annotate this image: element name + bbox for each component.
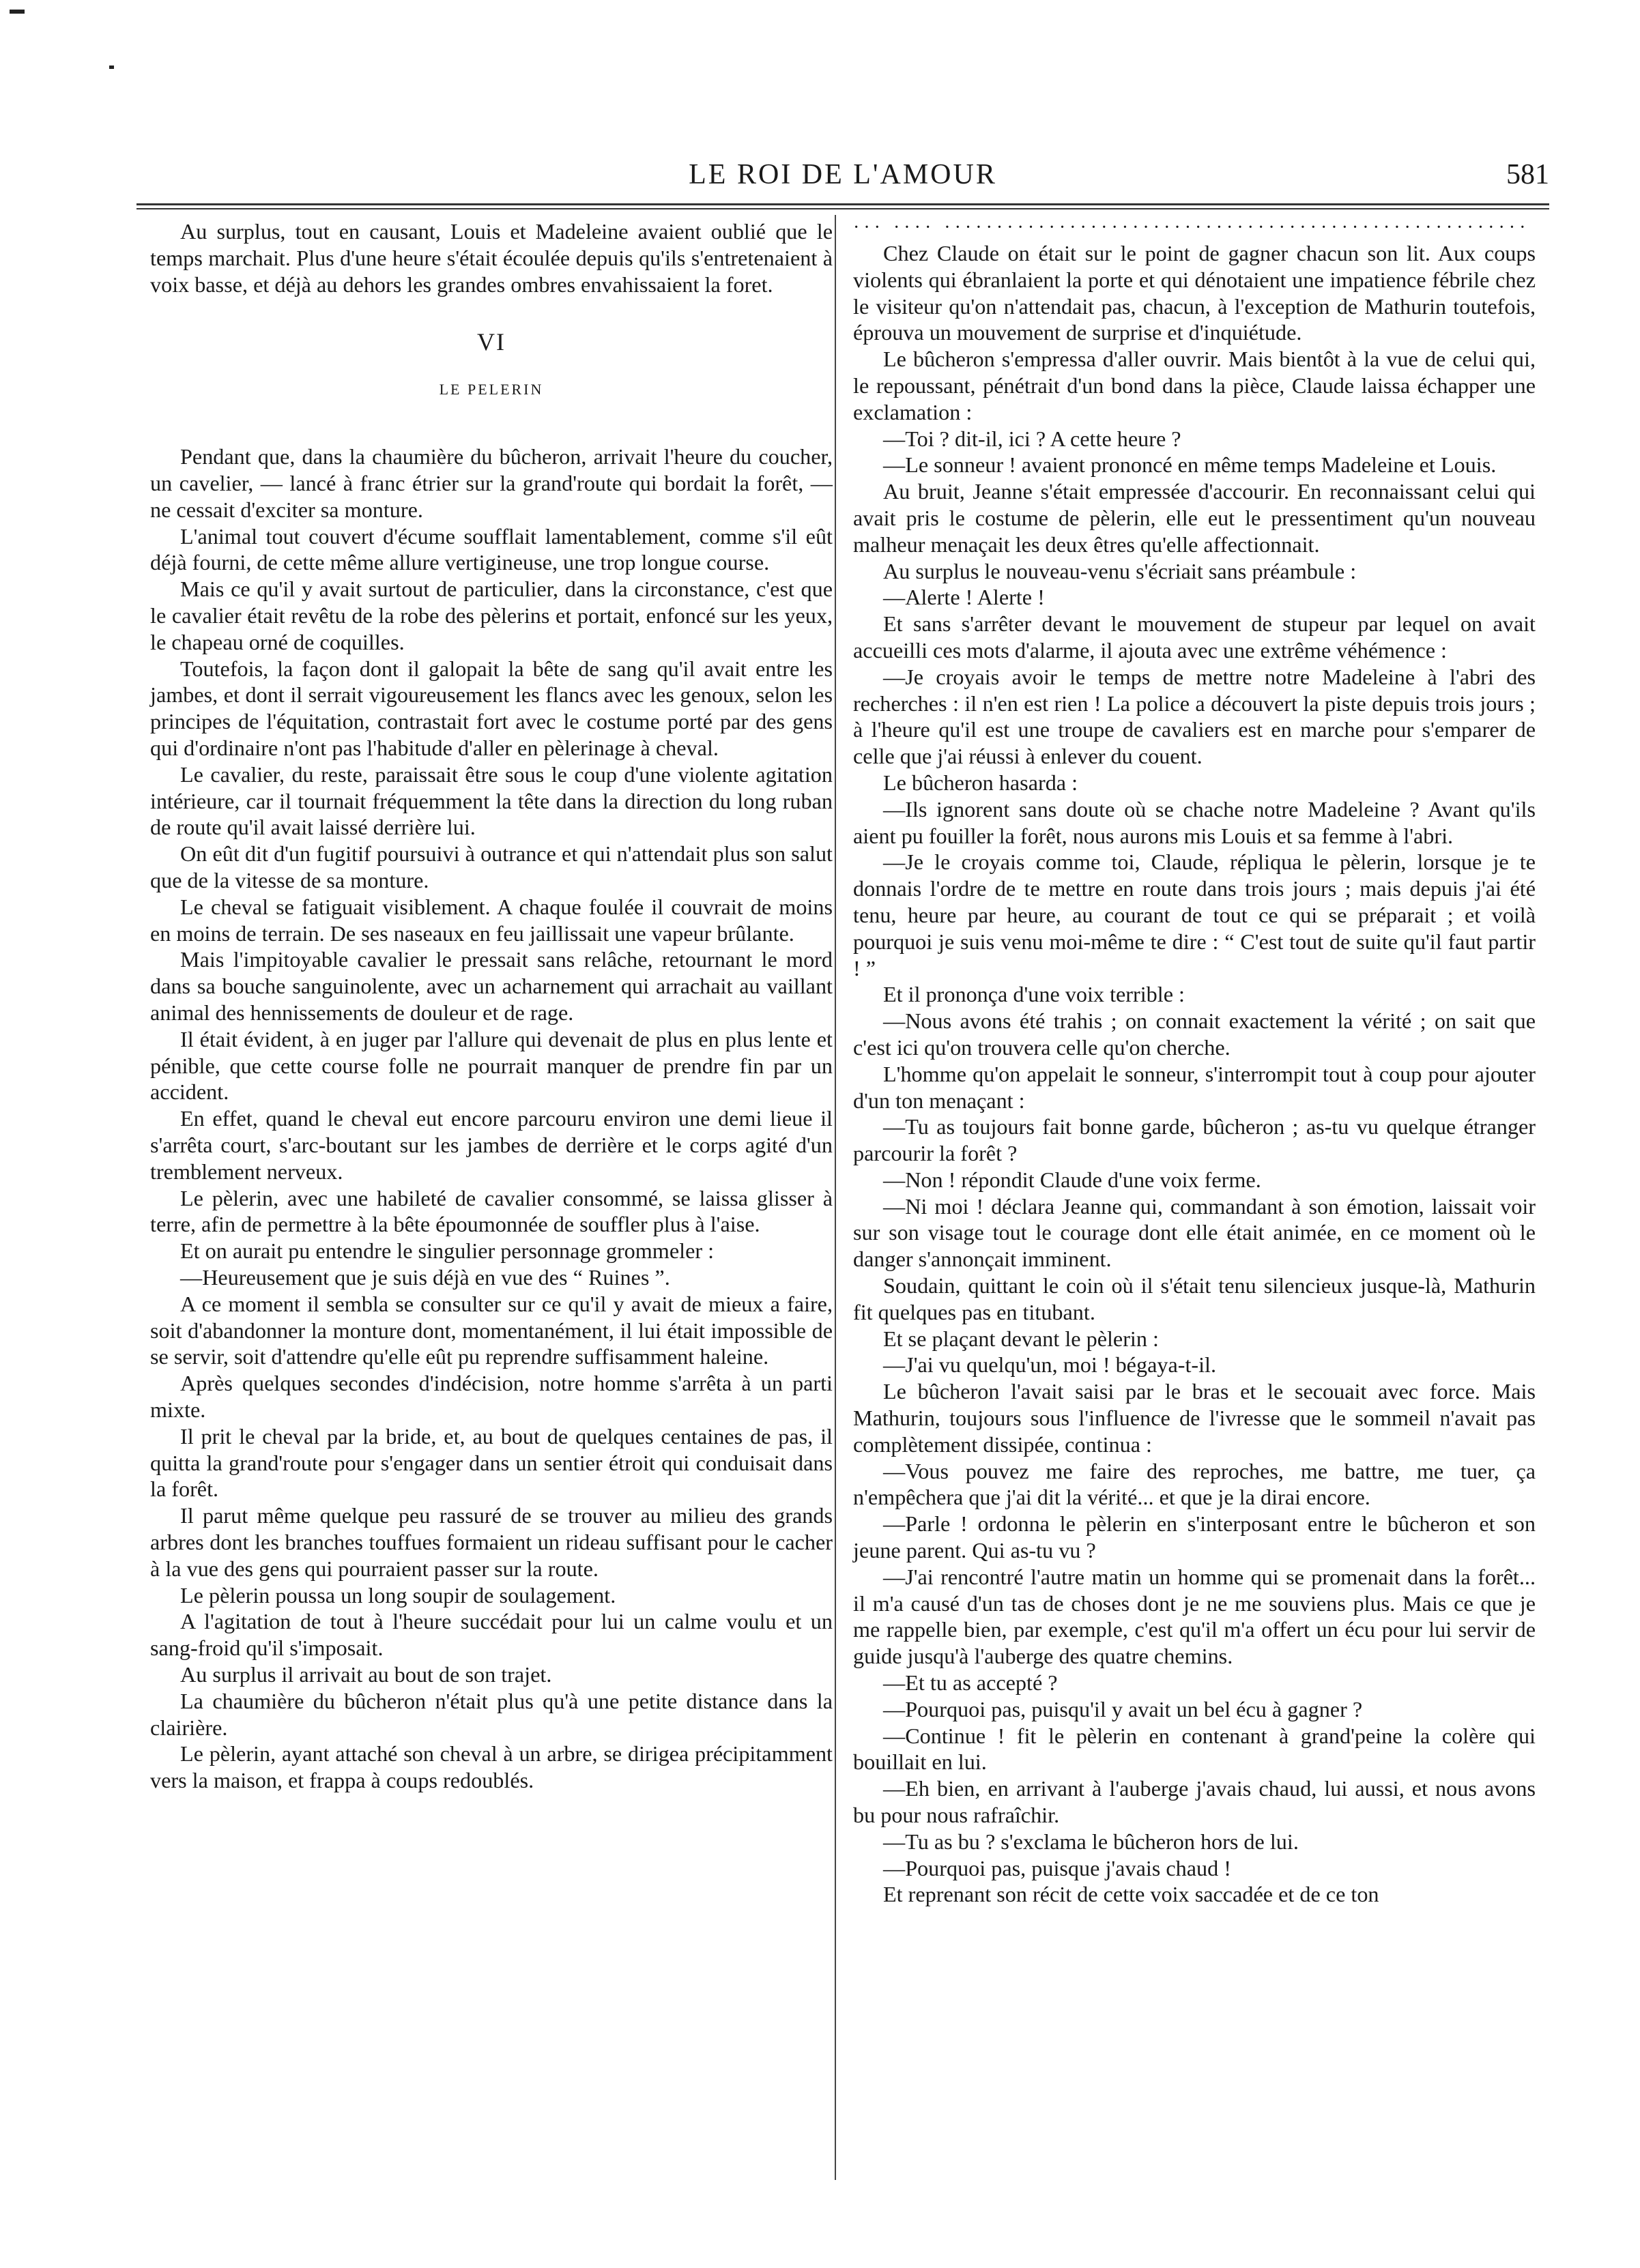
paragraph: —Nous avons été trahis ; on connait exactement la vérité ; on sait que c'est ici qu'on trouvera celle qu'on cherche. [853, 1008, 1536, 1060]
paragraph: —J'ai vu quelqu'un, moi ! bégaya-t-il. [883, 1352, 1217, 1378]
paragraph: —Pourquoi pas, puisque j'avais chaud ! [883, 1855, 1231, 1880]
paragraph: L'homme qu'on appelait le sonneur, s'interrompit tout à coup pour ajouter d'un ton menaçant : [853, 1061, 1536, 1113]
paragraph: —Parle ! ordonna le pèlerin en s'interposant entre le bûcheron et son jeune parent. Qui as-tu vu ? [853, 1511, 1536, 1563]
left-paragraphs [150, 444, 833, 1794]
right-column [853, 218, 1536, 1908]
paragraph: —Le sonneur ! avaient prononcé en même temps Madeleine et Louis. [883, 452, 1497, 478]
paragraph: On eût dit d'un fugitif poursuivi à outrance et qui n'attendait plus son salut que de la vitesse de sa monture. [150, 841, 833, 893]
page-header [136, 158, 1549, 199]
paragraph: Pendant que, dans la chaumière du bûcheron, arrivait l'heure du coucher, un cavelier, — lancé à franc étrier sur la grand'route qui bordait la forêt, — ne cessait d'exciter sa monture. [150, 444, 833, 522]
paragraph: —Tu as toujours fait bonne garde, bûcheron ; as-tu vu quelque étranger parcourir la forêt ? [853, 1114, 1536, 1166]
paragraph: Au bruit, Jeanne s'était empressée d'accourir. En reconnaissant celui qui avait pris le costume de pèlerin, elle eut le pressentiment qu'un nouveau malheur menaçait les deux êtres qu'elle affectionnait. [853, 479, 1536, 557]
paragraph: La chaumière du bûcheron n'était plus qu'à une petite distance dans la clairière. [150, 1688, 833, 1740]
paragraph: Le pèlerin, ayant attaché son cheval à un arbre, se dirigea précipitamment vers la maison, et frappa à coups redoublés. [150, 1741, 833, 1793]
paragraph: Au surplus, tout en causant, Louis et Madeleine avaient oublié que le temps marchait. Plus d'une heure s'était écoulée depuis qu'ils s'entretenaient à voix basse, et déjà au dehors les grandes ombres envahissaient la foret. [150, 219, 833, 297]
paragraph: Mais ce qu'il y avait surtout de particulier, dans la circonstance, c'est que le cavalier était revêtu de la robe des pèlerins et portait, enfoncé sur les yeux, le chapeau orné de coquilles. [150, 577, 833, 654]
paragraph: A ce moment il sembla se consulter sur ce qu'il y avait de mieux a faire, soit d'abandonner la monture dont, momentanément, il lui était impossible de se servir, soit d'attendre qu'elle eût pu reprendre suffisamment haleine. [150, 1291, 833, 1369]
paragraph: —Continue ! fit le pèlerin en contenant à grand'peine la colère qui bouillait en lui. [853, 1723, 1536, 1775]
paragraph: —Eh bien, en arrivant à l'auberge j'avais chaud, lui aussi, et nous avons bu pour nous rafraîchir. [853, 1776, 1536, 1828]
paragraph: Soudain, quittant le coin où il s'était tenu silencieux jusque-là, Mathurin fit quelques pas en titubant. [853, 1273, 1536, 1324]
paragraph: Il était évident, à en juger par l'allure qui devenait de plus en plus lente et pénible, que cette course folle ne pourrait manquer de prendre fin par un accident. [150, 1026, 833, 1105]
paragraph: —Je le croyais comme toi, Claude, répliqua le pèlerin, lorsque je te donnais l'ordre de te mettre en route dans trois jours ; mais depuis j'ai été tenu, heure par heure, au courant de tout ce qui se préparait ; et voilà pourquoi je suis venu moi-même te dire : “ C'est tout de suite qu'il faut partir ! ” [853, 849, 1536, 980]
separator-dots: ··· ···· ························································ [853, 218, 1530, 237]
running-title: LE ROI DE L'AMOUR [689, 159, 997, 190]
paragraph: —J'ai rencontré l'autre matin un homme qui se promenait dans la forêt... il m'a causé d'un tas de choses dont je ne me souviens plus. Mais ce que je me rappelle bien, par exemple, c'est qu'il m'a offert un écu pour lui servir de guide jusqu'à l'auberge des quatre chemins. [853, 1564, 1536, 1669]
paragraph: Et on aurait pu entendre le singulier personnage grommeler : [180, 1238, 715, 1264]
paragraph: Après quelques secondes d'indécision, notre homme s'arrêta à un parti mixte. [150, 1371, 833, 1422]
left-column [150, 218, 833, 1794]
paragraph: —Et tu as accepté ? [883, 1670, 1058, 1696]
header-rule-thin [136, 208, 1549, 209]
paragraph: Le cavalier, du reste, paraissait être sous le coup d'une violente agitation intérieure, car il tournait fréquemment la tête dans la direction du long ruban de route qu'il avait laissé derrière lui. [150, 761, 833, 840]
paragraph: —Toi ? dit-il, ici ? A cette heure ? [883, 426, 1181, 451]
paragraph: Et reprenant son récit de cette voix saccadée et de ce ton [883, 1882, 1379, 1907]
paragraph: A l'agitation de tout à l'heure succédait pour lui un calme voulu et un sang-froid qu'il s'imposait. [150, 1609, 833, 1661]
paragraph: Au surplus le nouveau-venu s'écriait sans préambule : [883, 558, 1357, 583]
paragraph: —Ils ignorent sans doute où se chache notre Madeleine ? Avant qu'ils aient pu fouiller la forêt, nous aurons mis Louis et sa femme à l'abri. [853, 796, 1536, 848]
paragraph: Chez Claude on était sur le point de gagner chacun son lit. Aux coups violents qui ébranlaient la porte et qui dénotaient une impatience fébrile chez le visiteur qu'on n'attendait pas, chacun, à l'exception de Mathurin toutefois, éprouva un mouvement de surprise et d'inquiétude. [853, 241, 1536, 345]
paragraph: L'animal tout couvert d'écume soufflait lamentablement, comme s'il eût déjà fourni, de cette même allure vertigineuse, une trop longue course. [150, 523, 833, 575]
column-divider [835, 215, 836, 2180]
paragraph: —Non ! répondit Claude d'une voix ferme. [883, 1167, 1261, 1192]
paragraph: Il prit le cheval par la bride, et, au bout de quelques centaines de pas, il quitta la grand'route pour s'engager dans un sentier étroit qui conduisait dans la forêt. [150, 1423, 833, 1502]
paragraph: Le pèlerin, avec une habileté de cavalier consommé, se laissa glisser à terre, afin de permettre à la bête époumonnée de souffler plus à l'aise. [150, 1185, 833, 1237]
paragraph: Et sans s'arrêter devant le mouvement de stupeur par lequel on avait accueilli ces mots d'alarme, il ajouta avec une extrême véhémence : [853, 611, 1536, 663]
paragraph: Le pèlerin poussa un long soupir de soulagement. [180, 1582, 616, 1608]
paragraph: Le bûcheron hasarda : [883, 770, 1078, 795]
page-number: 581 [1506, 159, 1549, 190]
paragraph: Le bûcheron l'avait saisi par le bras et le secouait avec force. Mais Mathurin, toujours sous l'influence de l'ivresse que le sommeil n'avait pas complètement dissipée, continua : [853, 1379, 1536, 1457]
paragraph: En effet, quand le cheval eut encore parcouru environ une demi lieue il s'arrêta court, s'arc-boutant sur les jambes de derrière et le corps agité d'un tremblement nerveux. [150, 1106, 833, 1184]
paragraph: —Heureusement que je suis déjà en vue des “ Ruines ”. [180, 1264, 670, 1290]
paragraph: Toutefois, la façon dont il galopait la bête de sang qu'il avait entre les jambes, et dont il serrait vigoureusement les flancs avec les genoux, selon les principes de l'équitation, contrastait fort avec le costume porté par des gens qui d'ordinaire n'ont pas l'habitude d'aller en pèlerinage à cheval. [150, 656, 833, 761]
paragraph: —Alerte ! Alerte ! [883, 585, 1045, 610]
paragraph: Et il prononça d'une voix terrible : [883, 982, 1185, 1007]
paragraph: Mais l'impitoyable cavalier le pressait sans relâche, retournant le mord dans sa bouche sanguinolente, avec un acharnement qui arrachait au vaillant animal des hennissements de douleur et de rage. [150, 947, 833, 1025]
paragraph: Le cheval se fatiguait visiblement. A chaque foulée il couvrait de moins en moins de terrain. De ses naseaux en feu jaillissait une vapeur brûlante. [150, 894, 833, 946]
paragraph: —Ni moi ! déclara Jeanne qui, commandant à son émotion, laissait voir sur son visage tout le courage dont elle était animée, en ce moment où le danger s'annonçait imminent. [853, 1193, 1536, 1272]
section-title: LE PELERIN [439, 380, 544, 398]
ink-speck [109, 66, 114, 69]
paragraph: Le bûcheron s'empressa d'aller ouvrir. Mais bientôt à la vue de celui qui, le repoussant, pénétrait d'un bond dans la pièce, Claude laissa échapper une exclamation : [853, 347, 1536, 424]
paragraph: Il parut même quelque peu rassuré de se trouver au milieu des grands arbres dont les branches touffues formaient un rideau suffisant pour le cacher à la vue des gens qui pourraient passer sur la route. [150, 1503, 833, 1581]
ink-speck [10, 10, 25, 14]
right-paragraphs [853, 240, 1536, 1908]
paragraph: —Je croyais avoir le temps de mettre notre Madeleine à l'abri des recherches : il n'en est rien ! La police a découvert la piste depuis trois jours ; à l'heure qu'il est une troupe de cavaliers est en marche pour s'emparer de celle que j'ai réussi à enlever du couent. [853, 664, 1536, 769]
section-number: VI [477, 328, 506, 356]
paragraph: Et se plaçant devant le pèlerin : [883, 1326, 1159, 1351]
paragraph: —Tu as bu ? s'exclama le bûcheron hors de lui. [883, 1829, 1299, 1854]
paragraph: —Vous pouvez me faire des reproches, me battre, me tuer, ça n'empêchera que j'ai dit la vérité... et que je la dirai encore. [853, 1458, 1536, 1510]
paragraph: —Pourquoi pas, puisqu'il y avait un bel écu à gagner ? [883, 1696, 1363, 1721]
header-rule [136, 203, 1549, 205]
paragraph: Au surplus il arrivait au bout de son trajet. [180, 1661, 552, 1687]
